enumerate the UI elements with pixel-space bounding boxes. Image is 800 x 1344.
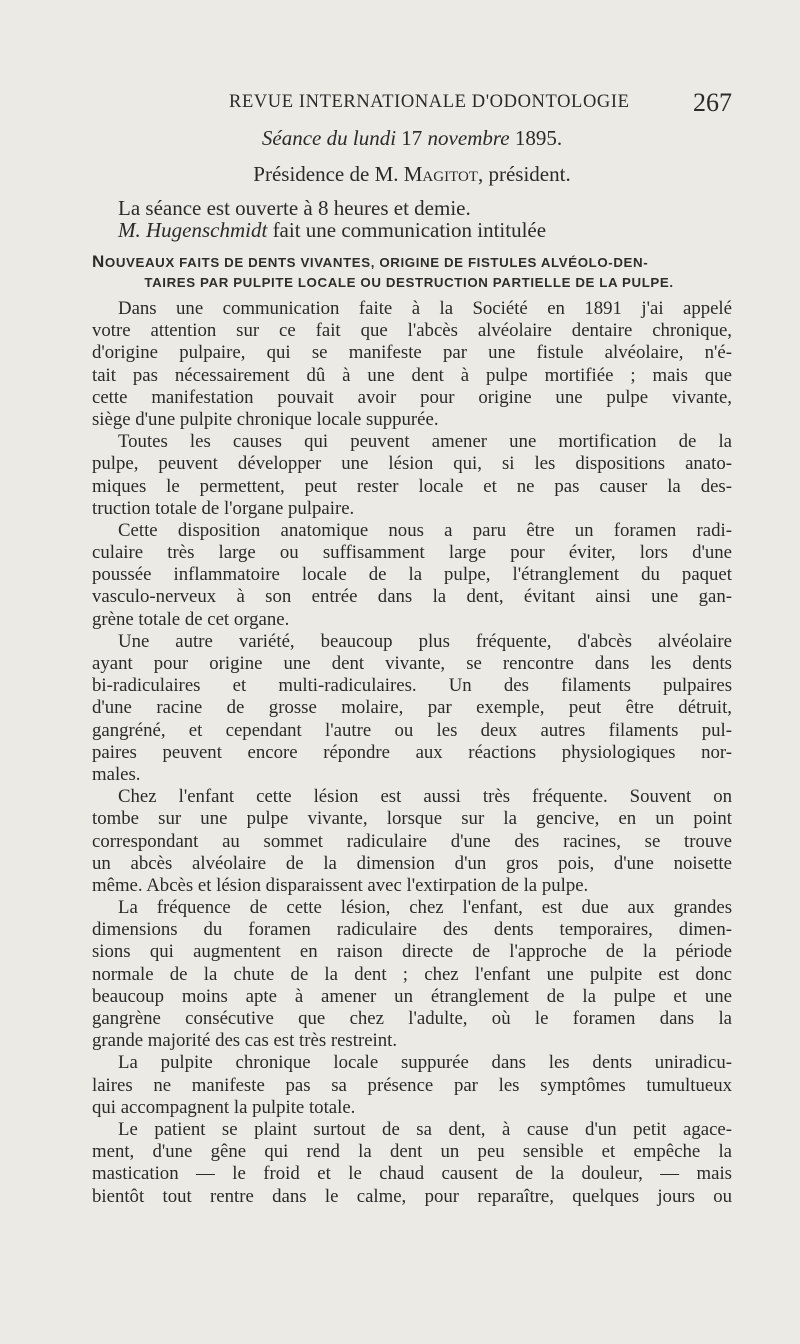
body-line: poussée inflammatoire locale de la pulpe, l'étranglement du paquet: [92, 564, 732, 586]
body-line: gangrène consécutive que chez l'adulte, où le foramen dans la: [92, 1008, 732, 1029]
session-date: [92, 126, 732, 151]
body-line: siège d'une pulpite chronique locale suppurée.: [92, 408, 439, 430]
body-line: correspondant au sommet radiculaire d'une des racines, se trouve: [92, 830, 732, 852]
page-number: 267: [693, 88, 732, 117]
body-line: d'une racine de grosse molaire, par exemple, peut être détruit,: [92, 697, 732, 719]
body-line: qui accompagnent la pulpite totale.: [92, 1096, 356, 1118]
communication-title-line-2: TAIRES PAR PULPITE LOCALE OU DESTRUCTION PARTIELLE DE LA PULPE.: [144, 275, 674, 290]
session-day: 17: [401, 126, 423, 150]
body-line: beaucoup moins apte à amener un étranglement de la pulpe et une: [92, 985, 732, 1007]
body-line: grande majorité des cas est très restreint.: [92, 1030, 398, 1052]
body-line: votre attention sur ce fait que l'abcès alvéolaire dentaire chronique,: [92, 320, 732, 342]
title-initial: N: [92, 252, 105, 271]
body-line: Chez l'enfant cette lésion est aussi très fréquente. Souvent on: [118, 786, 732, 808]
session-prefix: Séance du lundi: [261, 126, 397, 150]
body-line: Toutes les causes qui peuvent amener une mortification de la: [118, 431, 732, 453]
journal-title: REVUE INTERNATIONALE D'ODONTOLOGIE: [229, 92, 630, 112]
body-line: vasculo-nerveux à son entrée dans la dent, évitant ainsi une gan-: [92, 586, 732, 608]
communication-title: [92, 252, 732, 293]
body-line: d'origine pulpaire, qui se manifeste par une fistule alvéolaire, n'é-: [92, 342, 732, 364]
body-line: Le patient se plaint surtout de sa dent, à cause d'un petit agace-: [118, 1118, 732, 1140]
body-text: [92, 298, 732, 1208]
speaker-line-rest: fait une communication intitulée: [272, 218, 547, 242]
body-line: ment, d'une gêne qui rend la dent un peu sensible et empêche la: [92, 1141, 732, 1163]
speaker-name: M. Hugenschmidt: [118, 218, 268, 242]
opening-line: La séance est ouverte à 8 heures et demie.: [118, 196, 471, 220]
body-line: miques le permettent, peut rester locale et ne pas causer la des-: [92, 475, 732, 497]
body-line: La pulpite chronique locale suppurée dans les dents uniradicu-: [118, 1052, 732, 1074]
body-line: tombe sur une pulpe vivante, lorsque sur la gencive, en un point: [92, 808, 732, 830]
presidence-before: Présidence de M.: [253, 162, 399, 186]
communication-title-line-1: [92, 252, 732, 273]
president-name: Magitot: [403, 162, 478, 186]
title-line-1-rest: OUVEAUX FAITS DE DENTS VIVANTES, ORIGINE DE FISTULES ALVÉOLO-DEN-: [104, 255, 649, 270]
body-line: pulpe, peuvent développer une lésion qui, si les dispositions anato-: [92, 453, 732, 475]
body-line: Une autre variété, beaucoup plus fréquente, d'abcès alvéolaire: [118, 630, 732, 652]
body-line: ayant pour origine une dent vivante, se rencontre dans les dents: [92, 653, 732, 674]
session-year: 1895.: [514, 126, 563, 150]
body-line: bientôt tout rentre dans le calme, pour reparaître, quelques jours ou: [92, 1185, 732, 1207]
body-line: truction totale de l'organe pulpaire.: [92, 497, 355, 519]
body-line: même. Abcès et lésion disparaissent avec l'extirpation de la pulpe.: [92, 874, 589, 896]
body-line: cette manifestation pouvait avoir pour origine une pulpe vivante,: [92, 386, 732, 408]
body-line: dimensions du foramen radiculaire des dents temporaires, dimen-: [92, 919, 732, 941]
presidence-line: [92, 162, 732, 187]
body-line: males.: [92, 763, 141, 785]
session-month: novembre: [427, 126, 510, 150]
body-line: Cette disposition anatomique nous a paru être un foramen radi-: [118, 519, 732, 541]
body-line: gangréné, et cependant l'autre ou les deux autres filaments pul-: [92, 719, 732, 741]
running-header: [92, 88, 732, 120]
body-line: culaire très large ou suffisamment large pour éviter, lors d'une: [92, 542, 732, 564]
body-line: paires peuvent encore répondre aux réactions physiologiques nor-: [92, 741, 732, 763]
body-line: tait pas nécessairement dû à une dent à pulpe mortifiée ; mais que: [92, 364, 732, 386]
speaker-line: [118, 218, 546, 243]
body-line: bi-radiculaires et multi-radiculaires. Un des filaments pulpaires: [92, 675, 732, 697]
body-line: laires ne manifeste pas sa présence par les symptômes tumultueux: [92, 1074, 732, 1096]
body-line: sions qui augmentent en raison directe de l'approche de la période: [92, 941, 732, 963]
presidence-after: , président.: [477, 162, 571, 186]
body-line: un abcès alvéolaire de la dimension d'un gros pois, d'une noisette: [92, 852, 732, 874]
body-line: Dans une communication faite à la Société en 1891 j'ai appelé: [118, 298, 732, 319]
body-line: mastication — le froid et le chaud causent de la douleur, — mais: [92, 1163, 732, 1185]
body-line: La fréquence de cette lésion, chez l'enfant, est due aux grandes: [118, 897, 732, 919]
body-line: normale de la chute de la dent ; chez l'enfant une pulpite est donc: [92, 963, 732, 985]
body-line: grène totale de cet organe.: [92, 608, 290, 630]
